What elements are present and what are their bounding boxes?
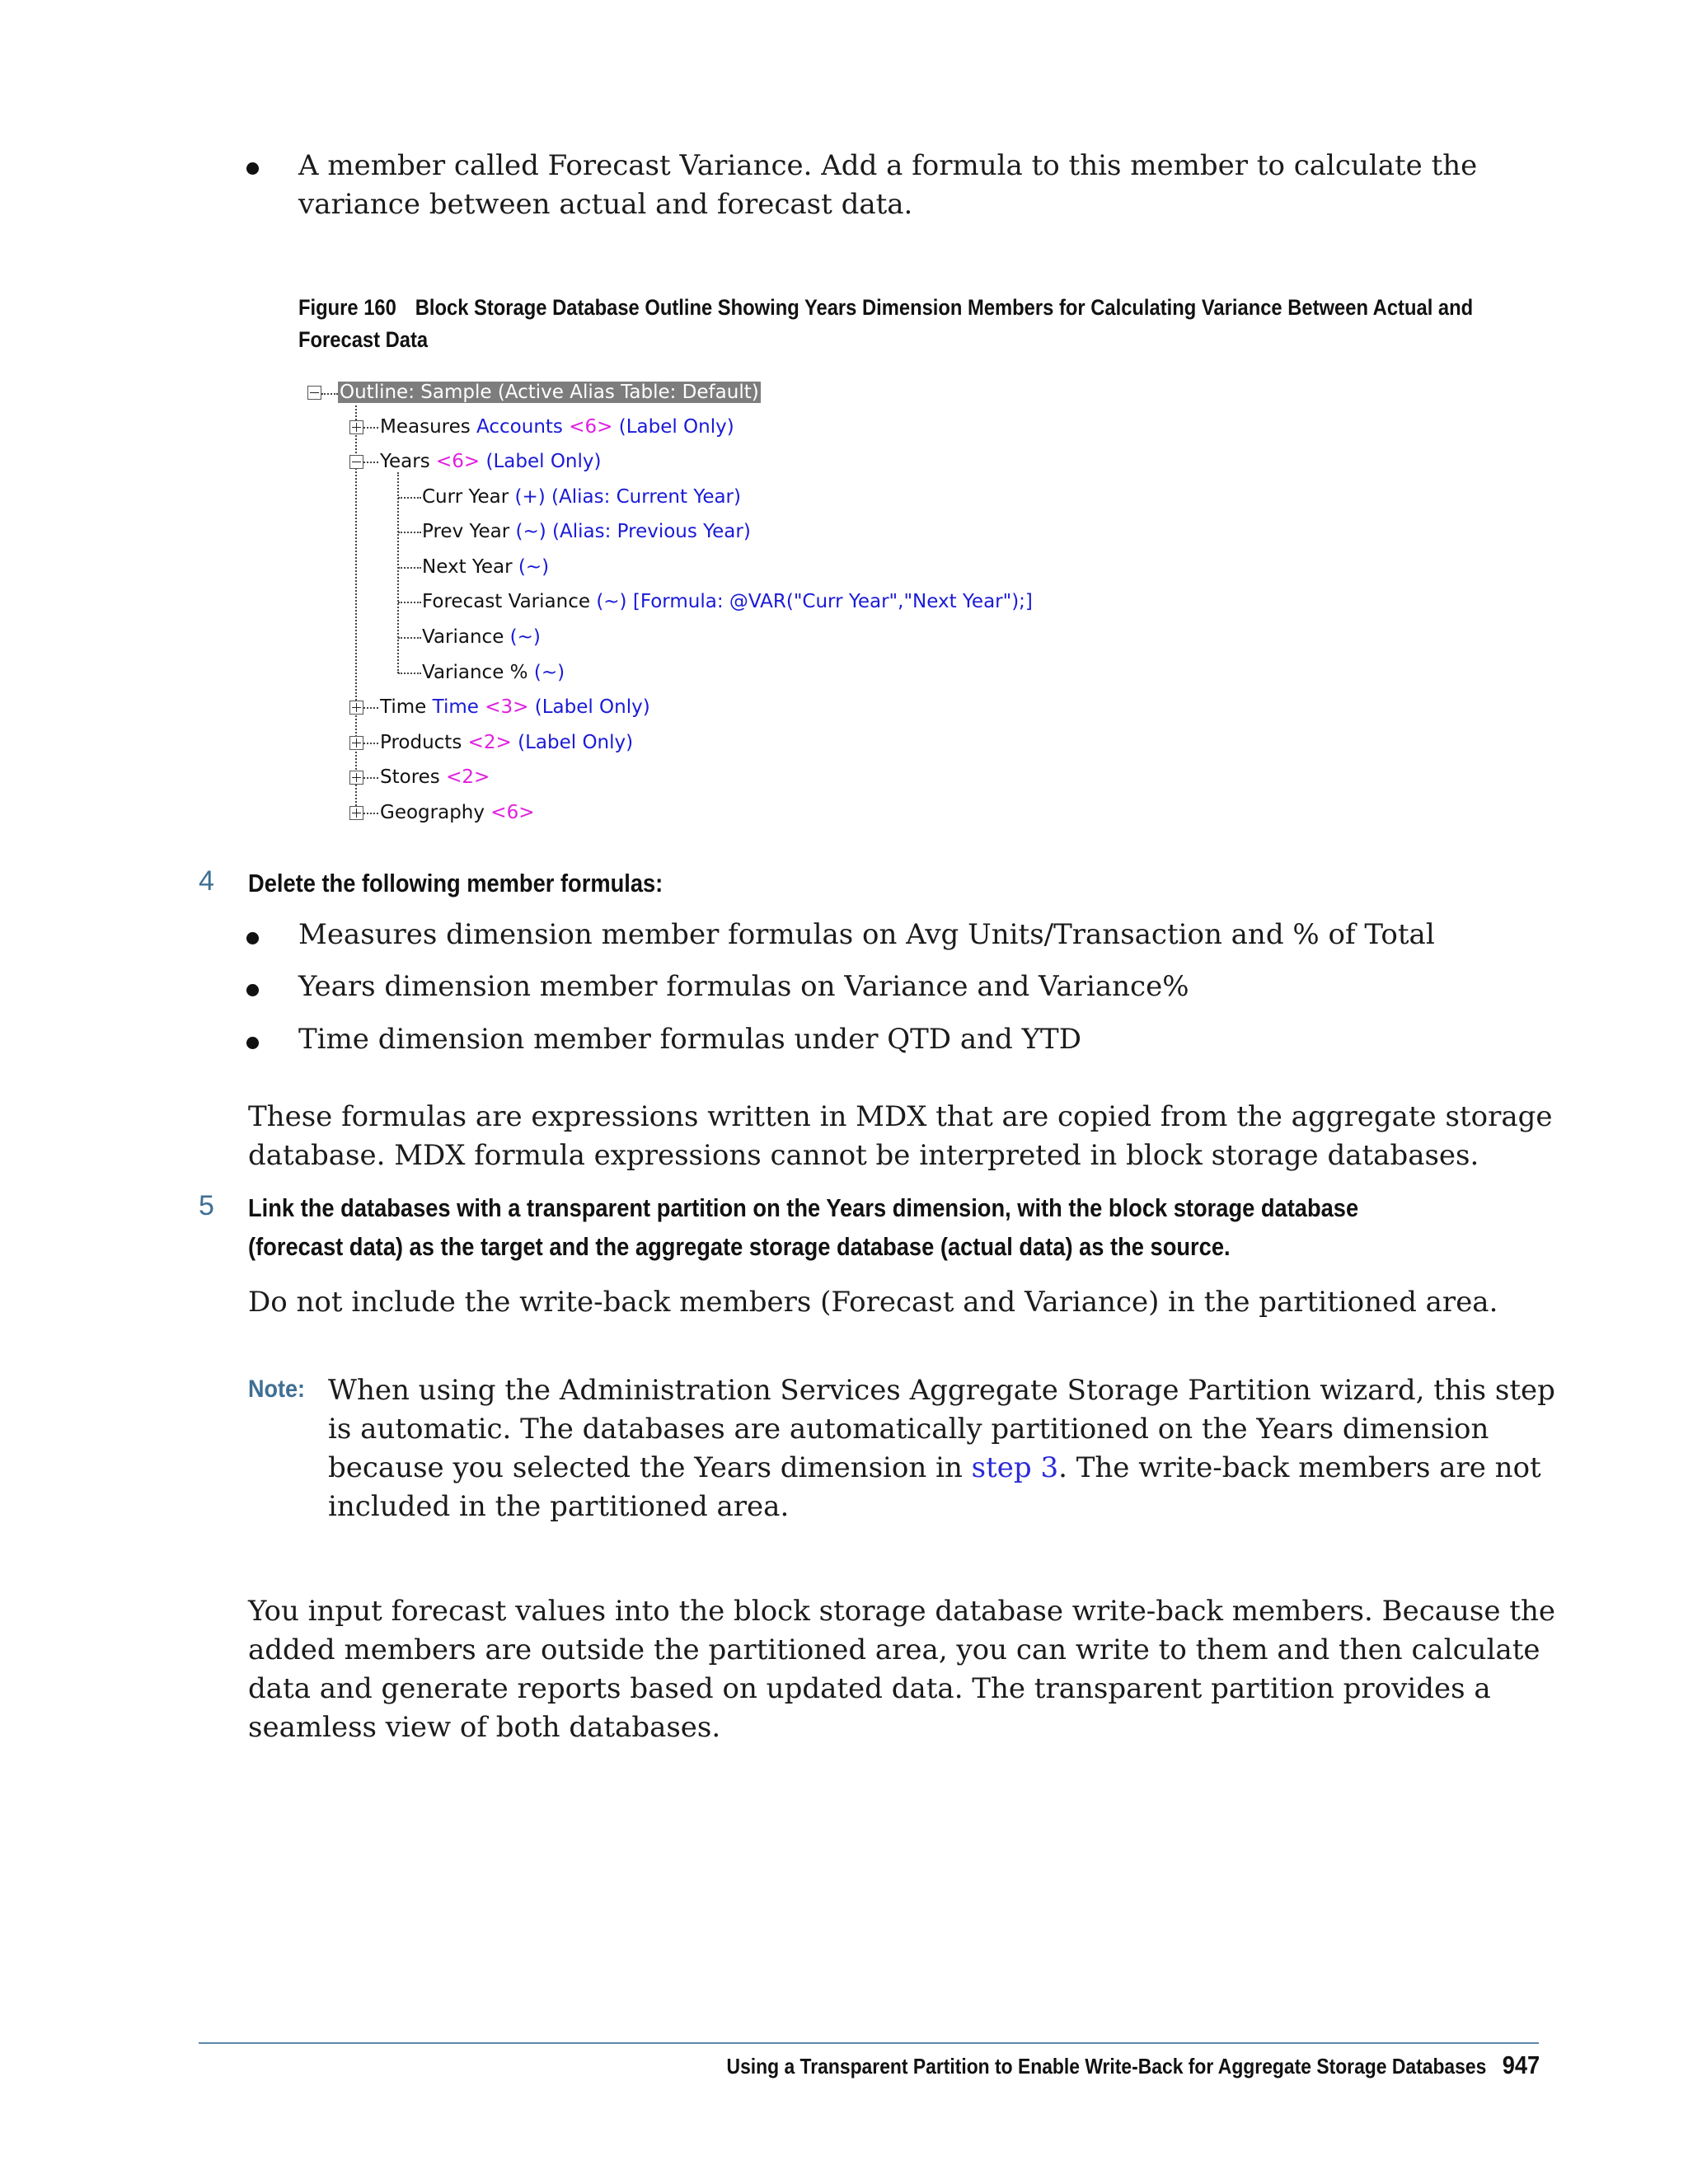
- expand-geography-icon[interactable]: [349, 806, 363, 820]
- note-line-3-text-end: . The write-back members are not: [1058, 1451, 1541, 1484]
- tree-node-time[interactable]: [380, 694, 650, 720]
- node-alias: (Alias: Current Year): [551, 486, 741, 508]
- node-operator: (~): [518, 556, 550, 578]
- node-tag: (Label Only): [485, 451, 602, 472]
- node-type: Time: [432, 696, 479, 718]
- expand-time-icon[interactable]: [349, 701, 363, 715]
- tree-node-products[interactable]: [380, 729, 633, 756]
- tree-node-variance-pct[interactable]: [422, 659, 565, 686]
- node-count: <6>: [490, 802, 535, 823]
- figure-number: Figure 160: [298, 295, 396, 320]
- node-operator: (~): [515, 521, 546, 542]
- node-name: Forecast Variance: [422, 591, 590, 612]
- bullet-dot: [246, 984, 259, 996]
- node-tag: (Label Only): [518, 732, 634, 753]
- expand-stores-icon[interactable]: [349, 771, 363, 785]
- node-name: Years: [380, 451, 430, 472]
- footer: [726, 2050, 1540, 2080]
- outline-tree: [0, 0, 1688, 832]
- outline-root[interactable]: [338, 379, 761, 405]
- intro-bullet-line-1: A member called Forecast Variance. Add a formula to this member to calculate the: [298, 149, 1478, 182]
- step-4-paragraph-line-1: These formulas are expressions written in MDX that are copied from the aggregate storage: [248, 1100, 1553, 1133]
- step-5-paragraph: Do not include the write-back members (Forecast and Variance) in the partitioned area.: [248, 1286, 1498, 1319]
- node-name: Variance: [422, 626, 504, 648]
- node-name: Curr Year: [422, 486, 509, 508]
- node-operator: (~): [509, 626, 541, 648]
- closing-line-2: added members are outside the partitioned area, you can write to them and then calculate: [248, 1633, 1540, 1666]
- node-name: Stores: [380, 766, 440, 788]
- tree-node-geography[interactable]: [380, 799, 534, 826]
- note-label: Note:: [248, 1376, 305, 1403]
- footer-title: Using a Transparent Partition to Enable Write-Back for Aggregate Storage Databases: [726, 2054, 1487, 2079]
- note-line-4: included in the partitioned area.: [328, 1490, 790, 1523]
- collapse-outline-icon[interactable]: [307, 386, 321, 400]
- node-name: Products: [380, 732, 462, 753]
- step-4-paragraph-line-2: database. MDX formula expressions cannot be interpreted in block storage databases.: [248, 1139, 1479, 1172]
- figure-title-line-2: Forecast Data: [298, 327, 429, 352]
- node-name: Variance %: [422, 662, 528, 683]
- intro-bullet-line-2: variance between actual and forecast data.: [298, 188, 913, 221]
- node-count: <2>: [446, 766, 490, 788]
- bullet-dot: [246, 932, 259, 944]
- step-5-heading-line-2: (forecast data) as the target and the aggregate storage database (actual data) as the source.: [248, 1232, 1231, 1261]
- tree-node-variance[interactable]: [422, 624, 541, 650]
- bullet-dot: [246, 1037, 259, 1049]
- node-alias: (Alias: Previous Year): [552, 521, 751, 542]
- node-name: Geography: [380, 802, 485, 823]
- tree-node-stores[interactable]: [380, 764, 490, 790]
- node-count: <3>: [485, 696, 529, 718]
- node-operator: (~): [533, 662, 565, 683]
- closing-line-3: data and generate reports based on updated data. The transparent partition provides a: [248, 1672, 1491, 1705]
- step-4-bullet-2: Years dimension member formulas on Variance and Variance%: [298, 970, 1189, 1003]
- step-4-number: 4: [199, 865, 214, 897]
- step-3-link[interactable]: step 3: [971, 1451, 1059, 1484]
- node-name: Next Year: [422, 556, 513, 578]
- node-count: <2>: [467, 732, 512, 753]
- closing-line-1: You input forecast values into the block storage database write-back members. Because the: [248, 1595, 1555, 1628]
- step-5-heading-line-1: Link the databases with a transparent partition on the Years dimension, with the block storage database: [248, 1193, 1359, 1222]
- tree-node-curr-year[interactable]: [422, 484, 741, 510]
- node-count: <6>: [569, 416, 613, 438]
- node-operator: (~): [596, 591, 627, 612]
- note-line-2: is automatic. The databases are automatically partitioned on the Years dimension: [328, 1413, 1489, 1446]
- node-name: Prev Year: [422, 521, 510, 542]
- expand-products-icon[interactable]: [349, 736, 363, 750]
- closing-line-4: seamless view of both databases.: [248, 1711, 721, 1744]
- note-line-3: [328, 1449, 1541, 1488]
- collapse-years-icon[interactable]: [349, 455, 363, 469]
- expand-measures-icon[interactable]: [349, 420, 363, 434]
- footer-rule: [199, 2042, 1539, 2044]
- tree-node-forecast-variance[interactable]: [422, 588, 1033, 615]
- node-formula: [Formula: @VAR("Curr Year","Next Year");]: [632, 591, 1033, 612]
- step-4-bullet-3: Time dimension member formulas under QTD and YTD: [298, 1023, 1081, 1056]
- node-tag: (Label Only): [534, 696, 650, 718]
- node-operator: (+): [514, 486, 546, 508]
- tree-node-prev-year[interactable]: [422, 518, 751, 545]
- tree-node-measures[interactable]: [380, 414, 734, 440]
- node-name: Measures: [380, 416, 471, 438]
- figure-title-line-1: Block Storage Database Outline Showing Years Dimension Members for Calculating Variance Between Actual and: [415, 295, 1474, 320]
- node-count: <6>: [436, 451, 481, 472]
- node-type: Accounts: [476, 416, 563, 438]
- note-line-3-text: because you selected the Years dimension in: [328, 1451, 972, 1484]
- page-number: 947: [1502, 2050, 1540, 2079]
- outline-root-label: Outline: Sample (Active Alias Table: Default): [340, 382, 759, 403]
- step-5-number: 5: [199, 1190, 214, 1221]
- step-4-heading: Delete the following member formulas:: [248, 869, 663, 898]
- tree-node-years[interactable]: [380, 448, 602, 475]
- node-tag: (Label Only): [618, 416, 734, 438]
- step-4-bullet-1: Measures dimension member formulas on Avg Units/Transaction and % of Total: [298, 918, 1435, 951]
- tree-node-next-year[interactable]: [422, 554, 549, 580]
- node-name: Time: [380, 696, 427, 718]
- note-line-1: When using the Administration Services Aggregate Storage Partition wizard, this step: [328, 1374, 1555, 1407]
